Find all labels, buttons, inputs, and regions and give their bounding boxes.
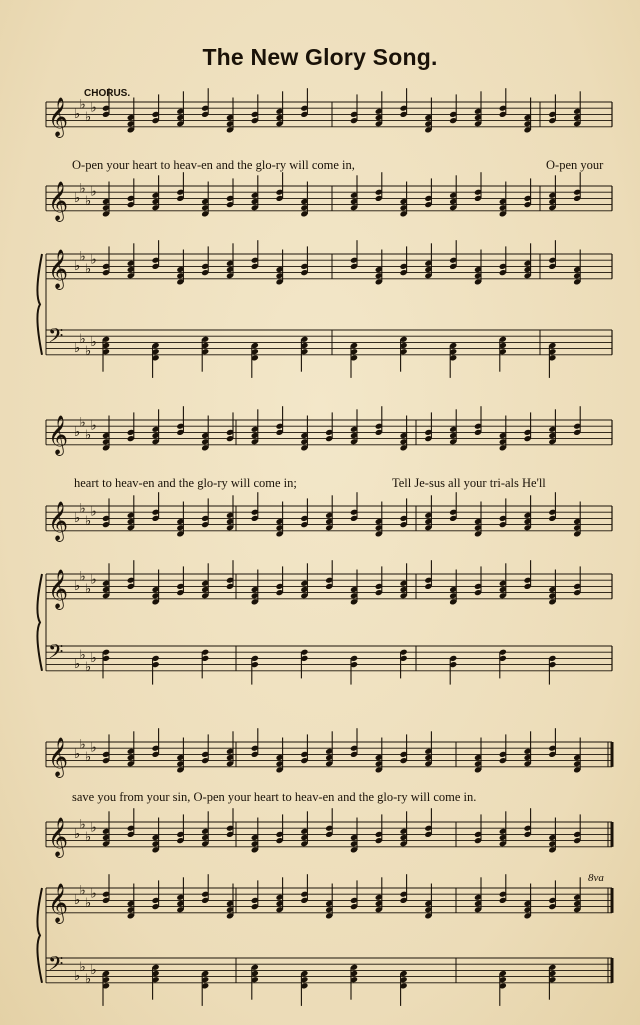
flat-icon: ♭ [85,194,92,209]
flat-icon: ♭ [90,252,97,268]
flat-icon: ♭ [85,896,92,911]
flat-icon: ♭ [79,249,86,265]
flat-icon: ♭ [90,886,97,902]
flat-icon: ♭ [85,750,92,765]
flat-icon: ♭ [79,331,86,347]
flat-icon: ♭ [74,746,81,762]
treble-clef-icon: 𝄞 [48,249,69,289]
bass-clef-icon: 𝄢 [48,324,64,352]
flat-icon: ♭ [74,341,81,357]
flat-icon: ♭ [79,569,86,585]
treble-clef-icon: 𝄞 [48,415,69,455]
flat-icon: ♭ [79,959,86,975]
flat-icon: ♭ [85,830,92,845]
flat-icon: ♭ [74,826,81,842]
ottava-marking: 8va [588,872,604,884]
flat-icon: ♭ [74,190,81,206]
bass-clef-icon: 𝄢 [48,952,64,980]
treble-clef-icon: 𝄞 [48,737,69,777]
lyric-segment: O-pen your heart to heav-en and the glo-ry will come in, [72,158,355,172]
piano-brace-icon [37,888,42,983]
piano-brace-icon [37,254,42,355]
staff-line-group [46,958,612,983]
lyric-segment: heart to heav-en and the glo-ry will come in; [74,476,297,490]
flat-icon: ♭ [90,572,97,588]
flat-icon: ♭ [79,415,86,431]
flat-icon: ♭ [90,820,97,836]
flat-icon: ♭ [74,424,81,440]
lyric-segment: Tell Je-sus all your tri-als He'll [392,476,546,490]
flat-icon: ♭ [85,110,92,125]
lyric-segment: O-pen your [546,158,604,172]
treble-clef-icon: 𝄞 [48,97,69,137]
flat-icon: ♭ [79,647,86,663]
flat-icon: ♭ [79,737,86,753]
flat-icon: ♭ [90,504,97,520]
flat-icon: ♭ [79,817,86,833]
flat-icon: ♭ [79,181,86,197]
treble-clef-icon: 𝄞 [48,181,69,221]
flat-icon: ♭ [85,660,92,676]
bass-clef-icon: 𝄢 [48,640,64,668]
flat-icon: ♭ [79,501,86,517]
flat-icon: ♭ [90,100,97,116]
song-title: The New Glory Song. [202,44,438,70]
treble-clef-icon: 𝄞 [48,883,69,923]
flat-icon: ♭ [74,258,81,274]
flat-icon: ♭ [74,106,81,122]
flat-icon: ♭ [85,344,92,360]
staff-line-group [46,330,612,355]
flat-icon: ♭ [85,262,92,277]
lyric-segment: save you from your sin, O-pen your heart to heav-en and the glo-ry will come in. [72,790,477,804]
treble-clef-icon: 𝄞 [48,501,69,541]
flat-icon: ♭ [74,969,81,985]
treble-clef-icon: 𝄞 [48,817,69,857]
flat-icon: ♭ [85,428,92,443]
flat-icon: ♭ [74,578,81,594]
flat-icon: ♭ [90,740,97,756]
treble-clef-icon: 𝄞 [48,569,69,609]
flat-icon: ♭ [79,97,86,113]
flat-icon: ♭ [85,972,92,988]
chorus-label: CHORUS. [84,88,131,99]
flat-icon: ♭ [90,334,97,350]
flat-icon: ♭ [85,582,92,597]
flat-icon: ♭ [90,962,97,978]
flat-icon: ♭ [74,510,81,526]
flat-icon: ♭ [85,514,92,529]
staff-line-group [46,646,612,671]
flat-icon: ♭ [79,883,86,899]
flat-icon: ♭ [74,892,81,908]
piano-brace-icon [37,574,42,671]
flat-icon: ♭ [90,650,97,666]
flat-icon: ♭ [74,657,81,673]
flat-icon: ♭ [90,418,97,434]
flat-icon: ♭ [90,184,97,200]
